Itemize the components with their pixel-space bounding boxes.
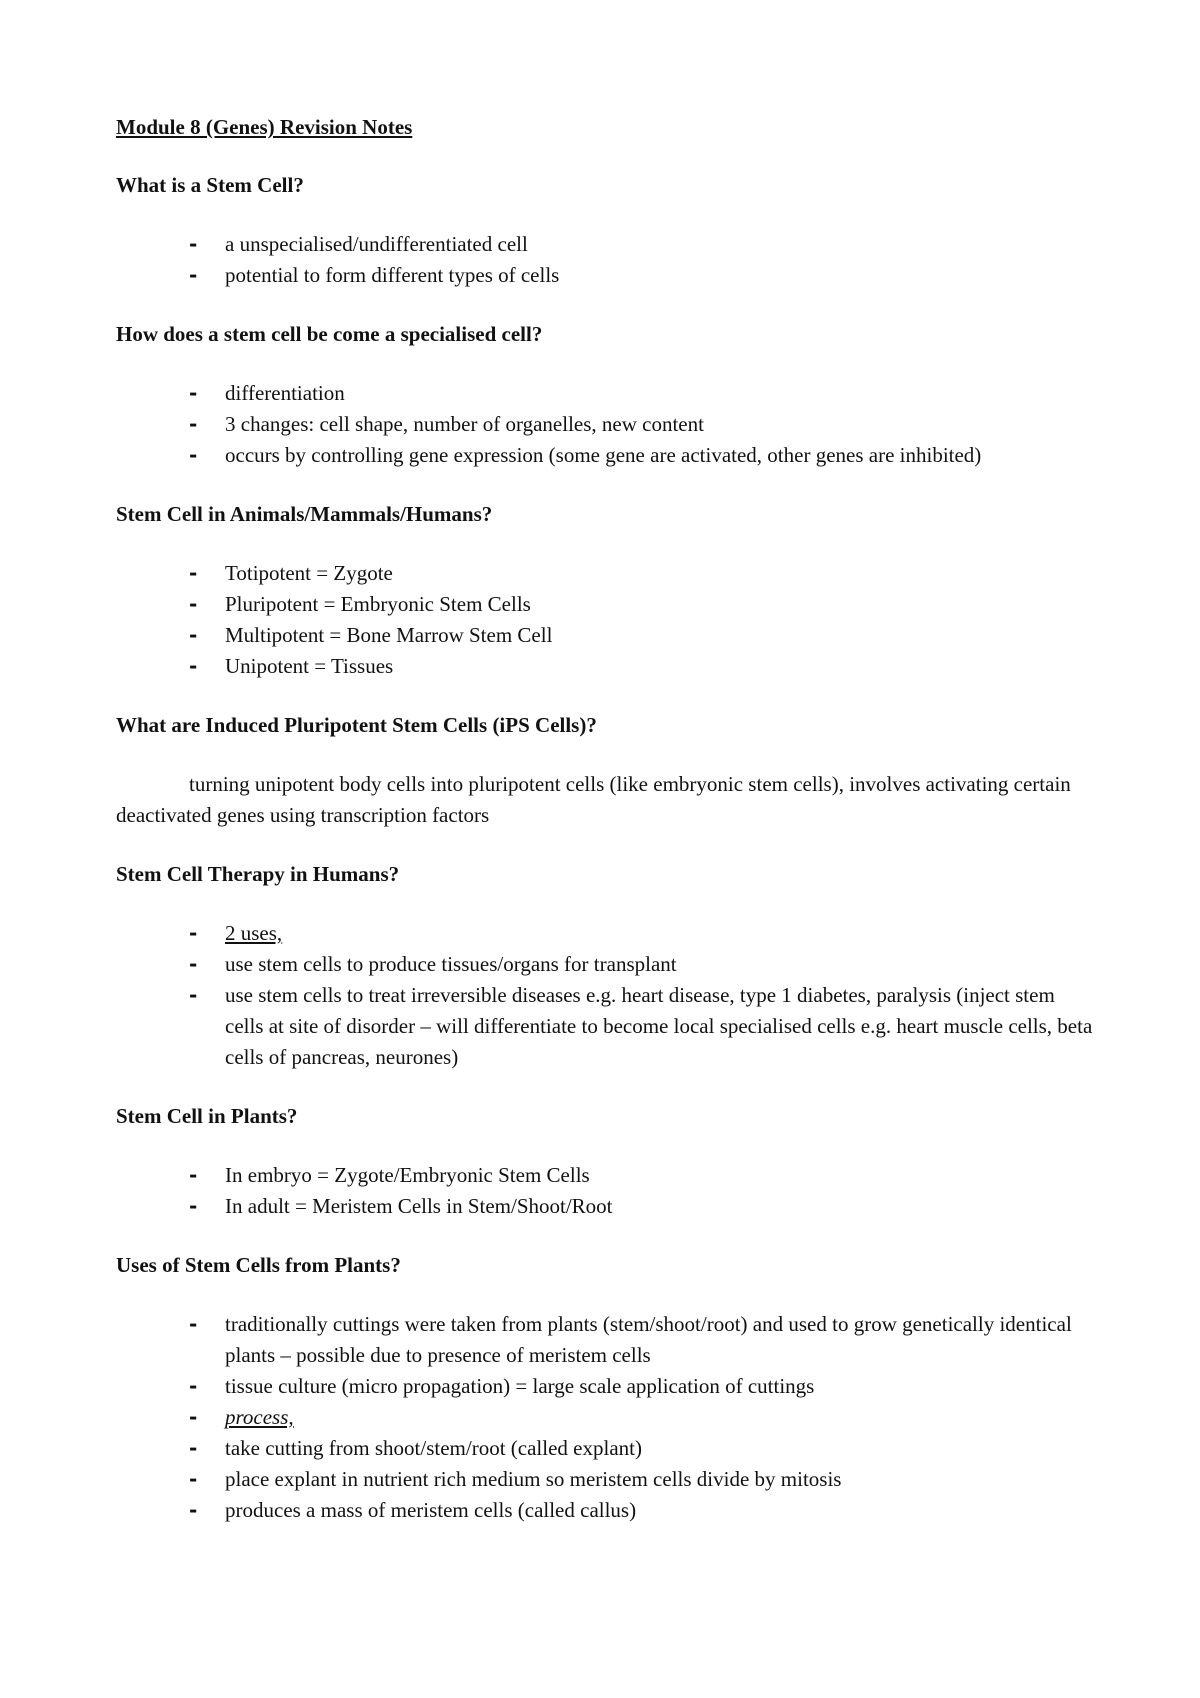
list-item <box>116 918 1096 949</box>
list-item-text: use stem cells to produce tissues/organs for transplant <box>225 952 677 976</box>
list-item-text: Pluripotent = Embryonic Stem Cells <box>225 592 531 616</box>
list-item <box>116 260 1096 291</box>
list-item <box>116 589 1096 620</box>
list-item-text: Unipotent = Tissues <box>225 654 394 678</box>
list-item <box>116 440 1096 471</box>
dash-bullet: - <box>189 1374 198 1398</box>
dash-bullet: - <box>189 592 198 616</box>
section-heading: Stem Cell in Animals/Mammals/Humans? <box>116 502 493 526</box>
list-item-text: produces a mass of meristem cells (called callus) <box>225 1498 637 1522</box>
list-item-text: 3 changes: cell shape, number of organelles, new content <box>225 412 704 436</box>
list-item-text: Multipotent = Bone Marrow Stem Cell <box>225 623 553 647</box>
list-item-text: occurs by controlling gene expression (some gene are activated, other genes are inhibited) <box>225 443 982 467</box>
dash-bullet: - <box>189 263 198 287</box>
dash-bullet: - <box>189 1467 198 1491</box>
list-item <box>116 229 1096 260</box>
dash-bullet: - <box>189 1436 198 1460</box>
paragraph: turning unipotent body cells into pluripotent cells (like embryonic stem cells), involves activating certain deactivated genes using transcription factors <box>116 772 1071 827</box>
list-item-text: take cutting from shoot/stem/root (called explant) <box>225 1436 642 1460</box>
list-item-text: potential to form different types of cells <box>225 263 560 287</box>
list-item-text: 2 uses, <box>225 921 283 945</box>
list-item-text: a unspecialised/undifferentiated cell <box>225 232 528 256</box>
list-item-text: In adult = Meristem Cells in Stem/Shoot/Root <box>225 1194 613 1218</box>
list-item-text: tissue culture (micro propagation) = large scale application of cuttings <box>225 1374 815 1398</box>
dash-bullet: - <box>189 412 198 436</box>
dash-bullet: - <box>189 381 198 405</box>
document-page <box>116 112 1096 1554</box>
section-heading: How does a stem cell be come a specialised cell? <box>116 322 543 346</box>
list-item <box>116 1309 1096 1371</box>
list-item-text: Totipotent = Zygote <box>225 561 393 585</box>
dash-bullet: - <box>189 443 198 467</box>
bullet-list <box>116 229 1096 291</box>
bullet-list <box>116 378 1096 471</box>
bullet-list <box>116 1160 1096 1222</box>
list-item <box>116 558 1096 589</box>
list-item-text: differentiation <box>225 381 345 405</box>
list-item <box>116 651 1096 682</box>
list-item <box>116 409 1096 440</box>
dash-bullet: - <box>189 232 198 256</box>
dash-bullet: - <box>189 952 198 976</box>
list-item <box>116 620 1096 651</box>
dash-bullet: - <box>189 983 198 1007</box>
dash-bullet: - <box>189 1163 198 1187</box>
bullet-list <box>116 1309 1096 1526</box>
list-item-text: traditionally cuttings were taken from plants (stem/shoot/root) and used to grow genetically identical plants – possible due to presence of meristem cells <box>225 1312 1072 1367</box>
list-item <box>116 378 1096 409</box>
section-heading: What is a Stem Cell? <box>116 173 304 197</box>
section-heading: Uses of Stem Cells from Plants? <box>116 1253 401 1277</box>
bullet-list <box>116 918 1096 1073</box>
section-heading: Stem Cell Therapy in Humans? <box>116 862 400 886</box>
list-item <box>116 980 1096 1073</box>
document-title: Module 8 (Genes) Revision Notes <box>116 115 413 139</box>
list-item <box>116 1371 1096 1402</box>
dash-bullet: - <box>189 1312 198 1336</box>
dash-bullet: - <box>189 1194 198 1218</box>
section-heading: Stem Cell in Plants? <box>116 1104 298 1128</box>
list-item-text: In embryo = Zygote/Embryonic Stem Cells <box>225 1163 590 1187</box>
dash-bullet: - <box>189 623 198 647</box>
list-item <box>116 1160 1096 1191</box>
list-item <box>116 949 1096 980</box>
dash-bullet: - <box>189 1405 198 1429</box>
list-item <box>116 1495 1096 1526</box>
list-item-text: place explant in nutrient rich medium so meristem cells divide by mitosis <box>225 1467 842 1491</box>
bullet-list <box>116 558 1096 682</box>
list-item <box>116 1402 1096 1433</box>
list-item-text: process, <box>225 1405 294 1429</box>
list-item <box>116 1464 1096 1495</box>
list-item-text: use stem cells to treat irreversible diseases e.g. heart disease, type 1 diabetes, paralysis (inject stem cells at site of disorder – will differentiate to become local specialised cells e.g. heart muscle cells, beta cells of pancreas, neurones) <box>225 983 1093 1069</box>
dash-bullet: - <box>189 921 198 945</box>
dash-bullet: - <box>189 1498 198 1522</box>
list-item <box>116 1433 1096 1464</box>
list-item <box>116 1191 1096 1222</box>
dash-bullet: - <box>189 654 198 678</box>
dash-bullet: - <box>189 561 198 585</box>
section-heading: What are Induced Pluripotent Stem Cells (iPS Cells)? <box>116 713 597 737</box>
